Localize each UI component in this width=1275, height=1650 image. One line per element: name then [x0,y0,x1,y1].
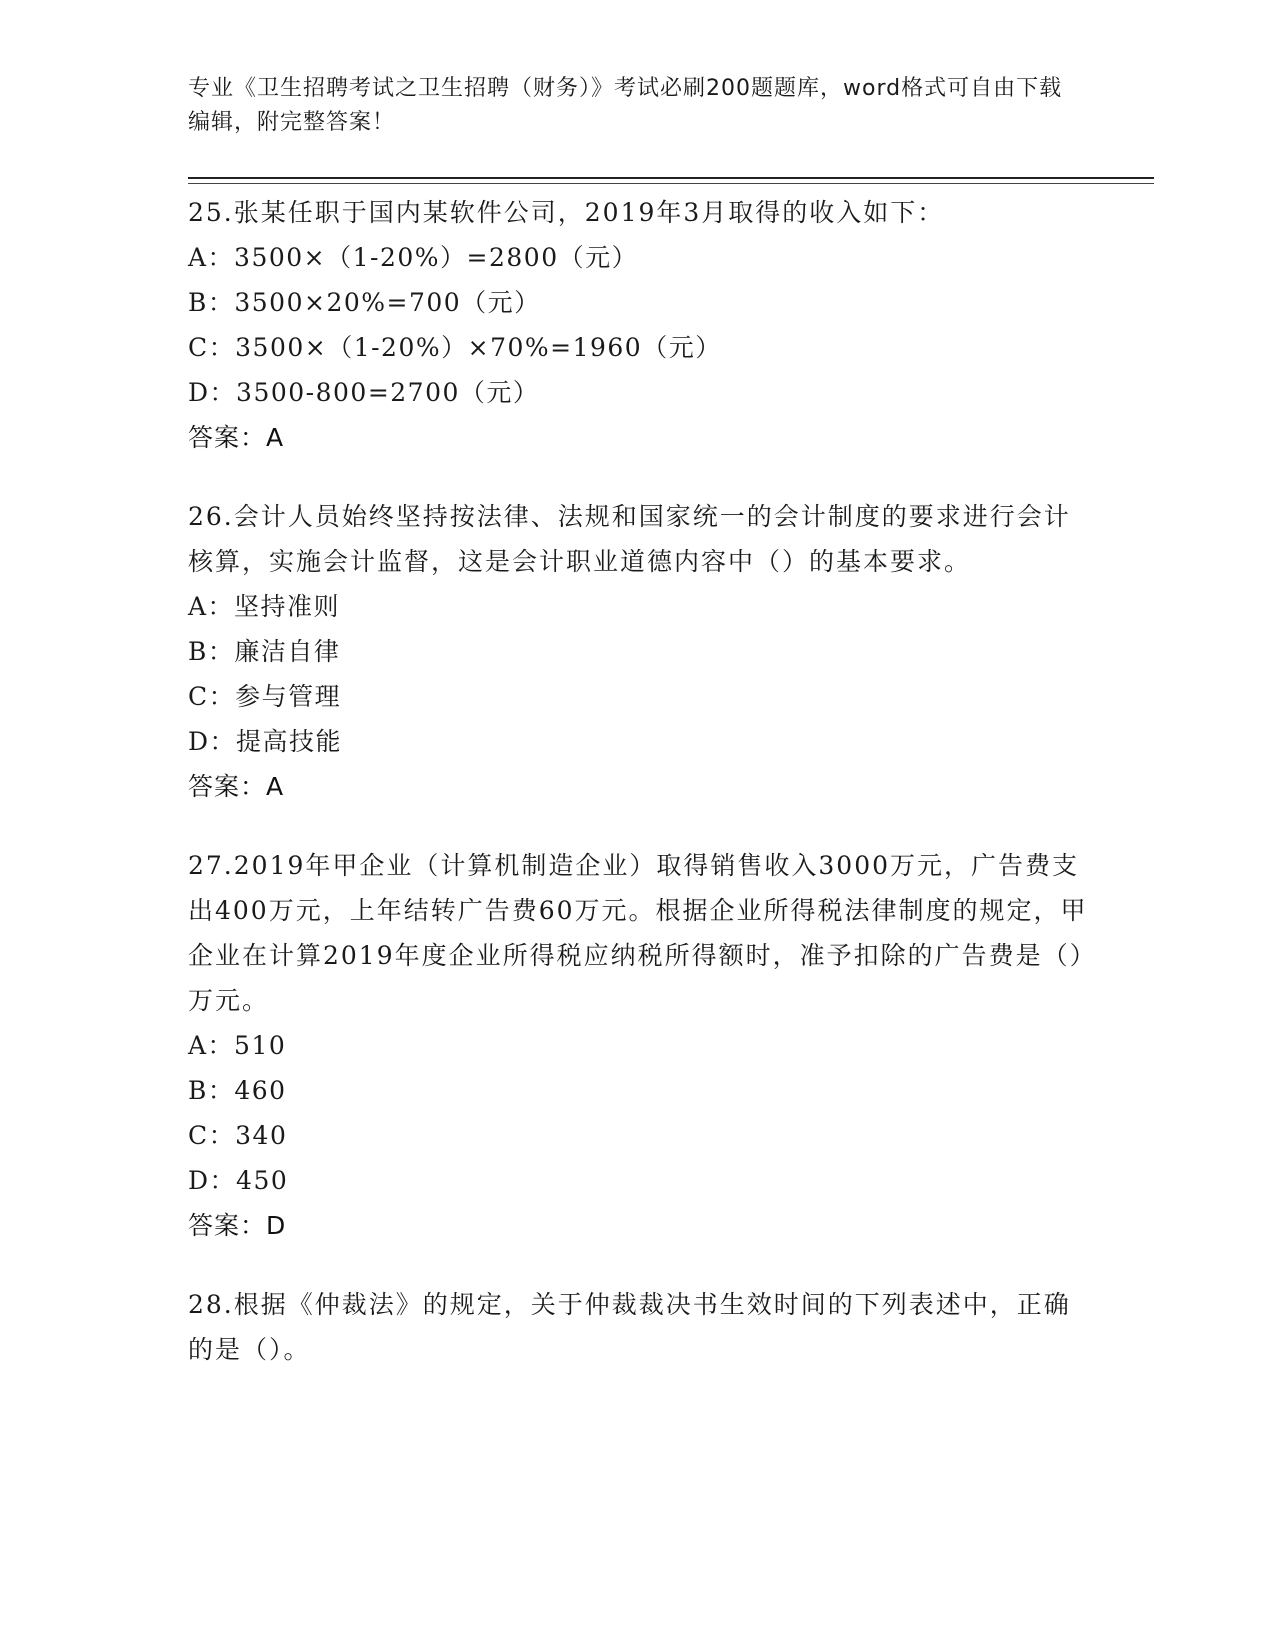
answer-line: 答案：A [188,423,285,452]
question-27 [188,843,1088,1248]
option-b: B：460 [188,1076,287,1105]
header-divider-thin [188,183,1154,184]
option-c: C：340 [188,1121,288,1150]
question-text: 25.张某任职于国内某软件公司，2019年3月取得的收入如下： [188,198,945,227]
question-text: 28.根据《仲裁法》的规定，关于仲裁裁决书生效时间的下列表述中，正确的是（）。 [188,1290,1071,1364]
answer-line: 答案：A [188,772,285,801]
question-text: 27.2019年甲企业（计算机制造企业）取得销售收入3000万元，广告费支出400万元，上年结转广告费60万元。根据企业所得税法律制度的规定，甲企业在计算2019年度企业所得税应纳税所得额时，准予扣除的广告费是（）万元。 [188,851,1088,1015]
option-a: A：510 [188,1031,287,1060]
question-list [188,190,1088,1406]
question-25 [188,190,1088,460]
option-d: D：450 [188,1166,289,1195]
option-b: B：3500×20%=700（元） [188,288,541,317]
option-c: C：参与管理 [188,682,342,711]
question-28 [188,1282,1088,1372]
question-26 [188,494,1088,809]
document-header: 专业《卫生招聘考试之卫生招聘（财务）》考试必刷200题题库，word格式可自由下载编辑，附完整答案！ [188,76,1063,135]
option-a: A：3500×（1-20%）=2800（元） [188,243,639,272]
option-d: D：提高技能 [188,727,343,756]
option-d: D：3500-800=2700（元） [188,378,540,407]
question-text: 26.会计人员始终坚持按法律、法规和国家统一的会计制度的要求进行会计核算，实施会计监督，这是会计职业道德内容中（）的基本要求。 [188,502,1071,576]
option-b: B：廉洁自律 [188,637,341,666]
option-a: A：坚持准则 [188,592,341,621]
header-divider-thick [188,177,1154,179]
answer-line: 答案：D [188,1211,287,1240]
option-c: C：3500×（1-20%）×70%=1960（元） [188,333,722,362]
